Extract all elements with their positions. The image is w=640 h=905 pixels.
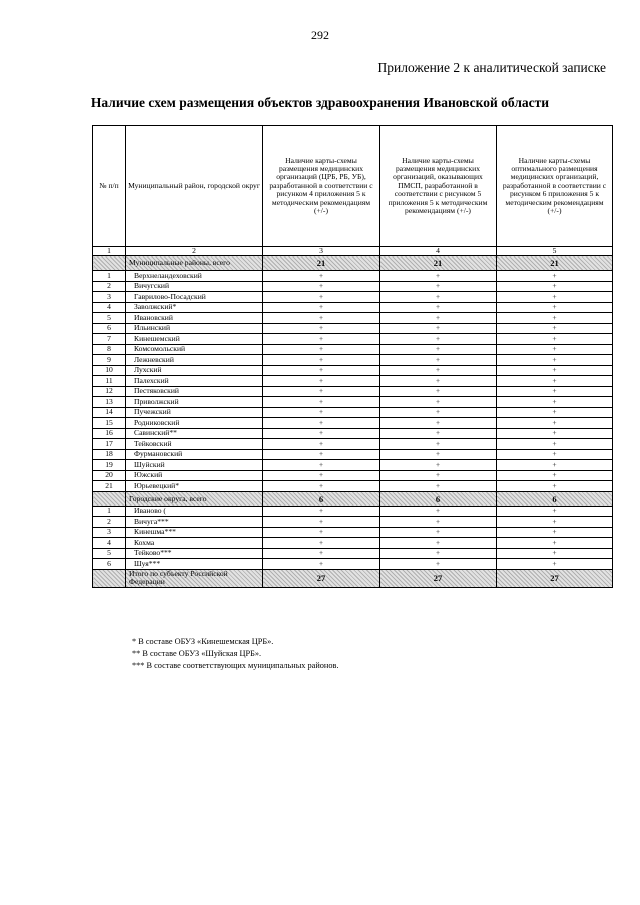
row-value: + (497, 313, 613, 324)
row-number: 3 (93, 527, 126, 538)
table-row (93, 355, 613, 366)
row-value: + (263, 281, 380, 292)
table-row (93, 313, 613, 324)
summary-label: Итого по субъекту Российской Федерации (126, 569, 263, 587)
table-row (93, 506, 613, 517)
summary-value: 6 (263, 491, 380, 506)
row-number: 5 (93, 548, 126, 559)
row-value: + (380, 344, 497, 355)
summary-label: Городские округа, всего (126, 491, 263, 506)
row-value: + (380, 506, 497, 517)
row-value: + (263, 407, 380, 418)
row-name: Палехский (126, 376, 263, 387)
row-number: 4 (93, 538, 126, 549)
row-name: Пучежский (126, 407, 263, 418)
row-number: 13 (93, 397, 126, 408)
row-number: 14 (93, 407, 126, 418)
row-name: Кинешемский (126, 334, 263, 345)
row-value: + (380, 527, 497, 538)
row-value: + (263, 548, 380, 559)
row-value: + (380, 281, 497, 292)
row-name: Вичугский (126, 281, 263, 292)
row-number: 9 (93, 355, 126, 366)
header-scheme-crb: Наличие карты-схемы размещения медицинских организаций (ЦРБ, РБ, УБ), разработанной в соответствии с рисунком 4 приложения 5 к методическим рекомендациям (+/-) (263, 126, 380, 247)
row-value: + (263, 376, 380, 387)
table-row (93, 470, 613, 481)
row-value: + (380, 407, 497, 418)
row-value: + (263, 355, 380, 366)
footnote: * В составе ОБУЗ «Кинешемская ЦРБ». (132, 637, 274, 646)
row-number: 11 (93, 376, 126, 387)
summary-row-cities (93, 491, 613, 506)
row-value: + (263, 439, 380, 450)
row-name: Шуя*** (126, 559, 263, 570)
row-value: + (380, 365, 497, 376)
row-value: + (497, 292, 613, 303)
table-row (93, 439, 613, 450)
table-row (93, 334, 613, 345)
row-value: + (263, 365, 380, 376)
row-value: + (263, 538, 380, 549)
row-name: Заволжский* (126, 302, 263, 313)
summary-row-total (93, 569, 613, 587)
row-name: Ивановский (126, 313, 263, 324)
appendix-caption: Приложение 2 к аналитической записке (377, 60, 606, 75)
row-value: + (263, 323, 380, 334)
row-name: Верхнеландеховский (126, 271, 263, 282)
row-value: + (263, 271, 380, 282)
row-value: + (497, 281, 613, 292)
row-number: 4 (93, 302, 126, 313)
row-value: + (497, 355, 613, 366)
row-value: + (263, 344, 380, 355)
row-number: 18 (93, 449, 126, 460)
row-value: + (380, 386, 497, 397)
table-row (93, 538, 613, 549)
table-row (93, 281, 613, 292)
row-name: Тейково*** (126, 548, 263, 559)
row-value: + (380, 517, 497, 528)
row-name: Юрьевецкий* (126, 481, 263, 492)
table-row (93, 323, 613, 334)
header-scheme-pmsp: Наличие карты-схемы размещения медицинских организаций, оказывающих ПМСП, разработанной в соответствии с рисунком 5 приложения 5 к методическим рекомендациям (+/-) (380, 126, 497, 247)
row-value: + (497, 517, 613, 528)
table-row (93, 292, 613, 303)
row-number: 1 (93, 271, 126, 282)
row-value: + (263, 481, 380, 492)
table-row (93, 449, 613, 460)
row-number: 2 (93, 517, 126, 528)
row-name: Кинешма*** (126, 527, 263, 538)
row-value: + (497, 439, 613, 450)
header-row (93, 126, 613, 247)
row-value: + (263, 334, 380, 345)
row-name: Родниковский (126, 418, 263, 429)
row-value: + (497, 302, 613, 313)
row-name: Тейковский (126, 439, 263, 450)
row-name: Комсомольский (126, 344, 263, 355)
row-value: + (380, 313, 497, 324)
row-name: Лухский (126, 365, 263, 376)
table-row (93, 460, 613, 471)
table-row (93, 365, 613, 376)
row-value: + (263, 418, 380, 429)
row-name: Кохма (126, 538, 263, 549)
row-number: 1 (93, 506, 126, 517)
header-scheme-optimal: Наличие карты-схемы оптимального размещения медицинских организаций, разработанной в соответствии с рисунком 6 приложения 5 к методическим рекомендациям (+/-) (497, 126, 613, 247)
col-number: 1 (93, 247, 126, 256)
row-value: + (497, 344, 613, 355)
table-row (93, 407, 613, 418)
row-number: 12 (93, 386, 126, 397)
row-value: + (497, 334, 613, 345)
row-name: Приволжский (126, 397, 263, 408)
row-value: + (380, 470, 497, 481)
row-number: 21 (93, 481, 126, 492)
summary-value: 27 (497, 569, 613, 587)
row-name: Вичуга*** (126, 517, 263, 528)
row-value: + (380, 460, 497, 471)
row-number: 19 (93, 460, 126, 471)
row-value: + (497, 527, 613, 538)
row-value: + (497, 365, 613, 376)
summary-value: 6 (497, 491, 613, 506)
row-value: + (497, 418, 613, 429)
row-value: + (263, 460, 380, 471)
summary-value: 21 (263, 256, 380, 271)
table-row (93, 517, 613, 528)
row-value: + (380, 323, 497, 334)
table-row (93, 397, 613, 408)
row-value: + (497, 506, 613, 517)
health-schemes-table (92, 125, 613, 588)
table-row (93, 548, 613, 559)
row-number: 16 (93, 428, 126, 439)
row-value: + (263, 386, 380, 397)
row-number: 3 (93, 292, 126, 303)
table-row (93, 344, 613, 355)
row-value: + (497, 407, 613, 418)
row-value: + (380, 418, 497, 429)
row-name: Гаврилово-Посадский (126, 292, 263, 303)
summary-row-districts (93, 256, 613, 271)
row-name: Лежневский (126, 355, 263, 366)
row-value: + (497, 271, 613, 282)
row-number: 6 (93, 559, 126, 570)
summary-label: Муниципальные районы, всего (126, 256, 263, 271)
summary-value: 6 (380, 491, 497, 506)
header-district: Муниципальный район, городской округ (126, 126, 263, 247)
row-number: 6 (93, 323, 126, 334)
summary-value: 21 (497, 256, 613, 271)
row-value: + (497, 428, 613, 439)
row-value: + (497, 470, 613, 481)
row-number: 15 (93, 418, 126, 429)
row-value: + (380, 449, 497, 460)
table-row (93, 376, 613, 387)
row-value: + (497, 323, 613, 334)
row-value: + (263, 292, 380, 303)
row-name: Савинский** (126, 428, 263, 439)
row-value: + (497, 481, 613, 492)
page-number: 292 (311, 28, 329, 42)
row-value: + (263, 470, 380, 481)
row-value: + (380, 397, 497, 408)
row-value: + (380, 559, 497, 570)
col-number: 5 (497, 247, 613, 256)
row-value: + (263, 428, 380, 439)
document-title: Наличие схем размещения объектов здравоохранения Ивановской области (90, 95, 550, 110)
row-name: Пестяковский (126, 386, 263, 397)
row-name: Ильинский (126, 323, 263, 334)
row-value: + (497, 376, 613, 387)
table-row (93, 386, 613, 397)
row-value: + (380, 302, 497, 313)
row-value: + (380, 355, 497, 366)
row-value: + (497, 397, 613, 408)
row-number: 20 (93, 470, 126, 481)
row-value: + (497, 449, 613, 460)
col-number: 4 (380, 247, 497, 256)
summary-value: 27 (263, 569, 380, 587)
row-value: + (263, 559, 380, 570)
row-number: 10 (93, 365, 126, 376)
row-value: + (380, 481, 497, 492)
summary-value: 21 (380, 256, 497, 271)
footnote: *** В составе соответствующих муниципальных районов. (132, 661, 339, 670)
row-value: + (263, 302, 380, 313)
table-row (93, 428, 613, 439)
footnote: ** В составе ОБУЗ «Шуйская ЦРБ». (132, 649, 262, 658)
row-value: + (263, 506, 380, 517)
row-value: + (380, 376, 497, 387)
row-name: Южский (126, 470, 263, 481)
column-number-row (93, 247, 613, 256)
row-value: + (380, 538, 497, 549)
row-value: + (263, 527, 380, 538)
row-value: + (380, 428, 497, 439)
table-row (93, 527, 613, 538)
row-number: 2 (93, 281, 126, 292)
col-number: 3 (263, 247, 380, 256)
row-value: + (380, 334, 497, 345)
row-value: + (380, 439, 497, 450)
table-row (93, 418, 613, 429)
row-value: + (380, 548, 497, 559)
table-row (93, 302, 613, 313)
row-number: 5 (93, 313, 126, 324)
row-value: + (497, 460, 613, 471)
row-value: + (263, 313, 380, 324)
table-row (93, 559, 613, 570)
row-name: Иваново ( (126, 506, 263, 517)
table-row (93, 271, 613, 282)
col-number: 2 (126, 247, 263, 256)
row-value: + (263, 517, 380, 528)
row-value: + (380, 292, 497, 303)
row-name: Шуйский (126, 460, 263, 471)
row-value: + (497, 538, 613, 549)
row-number: 17 (93, 439, 126, 450)
row-value: + (263, 449, 380, 460)
row-number: 7 (93, 334, 126, 345)
footnotes (132, 636, 339, 672)
row-value: + (497, 386, 613, 397)
row-value: + (497, 548, 613, 559)
row-value: + (497, 559, 613, 570)
table-row (93, 481, 613, 492)
header-number: № п/п (93, 126, 126, 247)
summary-value: 27 (380, 569, 497, 587)
row-number: 8 (93, 344, 126, 355)
row-name: Фурмановский (126, 449, 263, 460)
row-value: + (380, 271, 497, 282)
row-value: + (263, 397, 380, 408)
